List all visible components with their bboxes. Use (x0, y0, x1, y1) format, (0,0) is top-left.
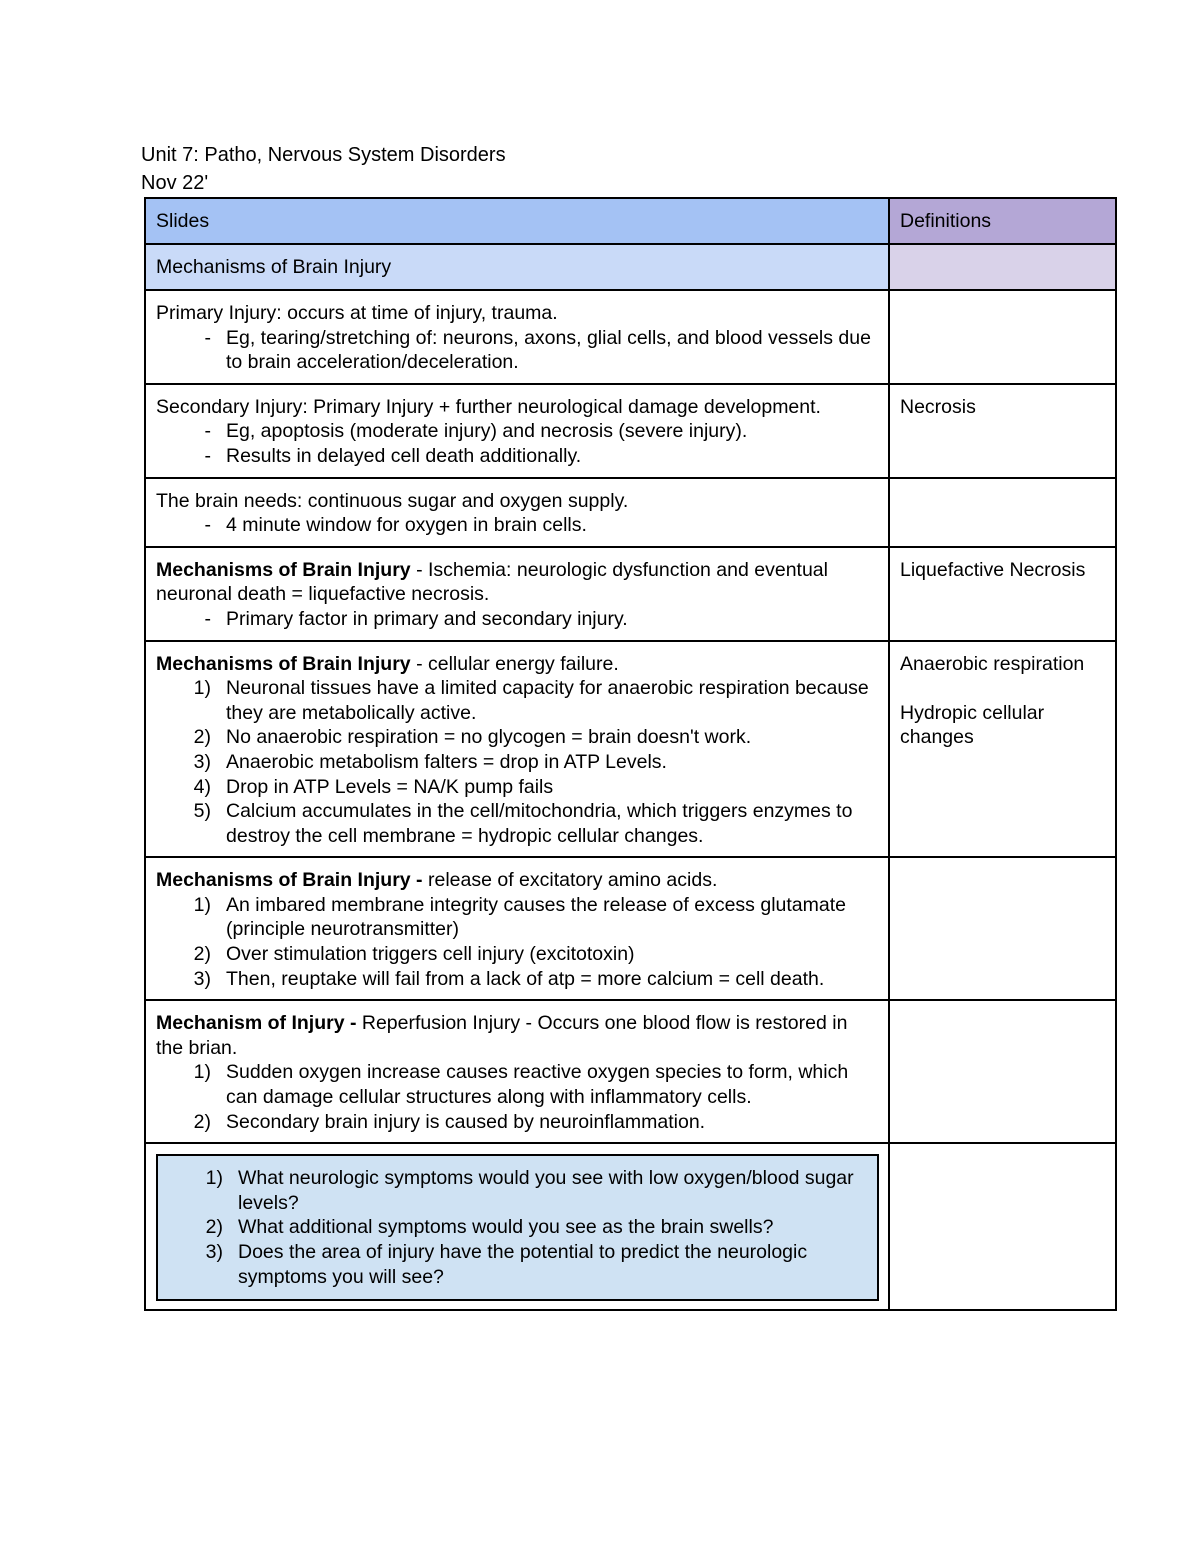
definition-cell (889, 1143, 1116, 1310)
definition-cell (889, 384, 1116, 478)
list-item (156, 942, 879, 967)
list-item (156, 750, 879, 775)
list-item-text: Secondary brain injury is caused by neuroinflammation. (226, 1110, 706, 1133)
slide-intro: Secondary Injury: Primary Injury + further neurological damage development. (156, 395, 821, 418)
number-marker: 4) (193, 775, 211, 798)
slide-intro (156, 868, 879, 893)
list-item (156, 326, 879, 375)
list-item-text: Drop in ATP Levels = NA/K pump fails (226, 775, 554, 798)
list-item-text: Calcium accumulates in the cell/mitochondria, which triggers enzymes to destroy the cell membrane = hydropic cellular changes. (226, 800, 853, 847)
list-item-text: Primary factor in primary and secondary injury. (226, 607, 628, 630)
slide-intro-text: - cellular energy failure. (410, 652, 619, 675)
questions-cell (145, 1143, 889, 1310)
list-item (156, 444, 879, 469)
list-item (156, 725, 879, 750)
document-header (141, 141, 506, 197)
list-item (156, 676, 879, 725)
list-item-text: Neuronal tissues have a limited capacity for anaerobic respiration because they are metabolically active. (226, 677, 869, 724)
number-marker: 3) (193, 750, 211, 773)
document-title: Unit 7: Patho, Nervous System Disorders (141, 144, 506, 166)
dash-marker: - (204, 514, 211, 537)
table-row (145, 290, 1116, 384)
slide-heading-bold: Mechanisms of Brain Injury - (156, 869, 423, 892)
slide-intro (156, 1011, 879, 1060)
table-row (145, 478, 1116, 547)
questions-box (156, 1154, 879, 1301)
slide-intro: The brain needs: continuous sugar and oxygen supply. (156, 489, 629, 512)
question-item (168, 1166, 865, 1215)
definition-cell (889, 1000, 1116, 1143)
slide-intro-text: Reperfusion Injury - Occurs one blood flow is restored in the brian. (156, 1012, 848, 1059)
definition-term: Anaerobic respiration (900, 652, 1085, 675)
notes-table (144, 197, 1117, 1311)
dash-marker: - (204, 444, 211, 467)
questions-row (145, 1143, 1116, 1310)
number-marker: 2) (193, 726, 211, 749)
list-item (156, 799, 879, 848)
list-item (156, 1110, 879, 1135)
column-header-definitions: Definitions (889, 198, 1116, 244)
list-item-text: 4 minute window for oxygen in brain cells. (226, 514, 587, 537)
slide-intro (156, 652, 879, 677)
question-item (168, 1215, 865, 1240)
definition-term: Necrosis (900, 395, 976, 418)
question-text: What neurologic symptoms would you see with low oxygen/blood sugar levels? (238, 1167, 854, 1214)
table-row (145, 384, 1116, 478)
number-marker: 1) (193, 893, 211, 916)
definition-cell (889, 478, 1116, 547)
table-header-row (145, 198, 1116, 244)
slide-cell (145, 290, 889, 384)
number-marker: 2) (205, 1216, 223, 1239)
question-text: Does the area of injury have the potential to predict the neurologic symptoms you will see? (238, 1241, 808, 1288)
slide-intro (156, 558, 879, 607)
slide-cell (145, 478, 889, 547)
questions-list (168, 1166, 865, 1289)
column-header-slides: Slides (145, 198, 889, 244)
number-marker: 1) (193, 1061, 211, 1084)
bullet-list (156, 419, 879, 468)
definition-cell (889, 290, 1116, 384)
section-title-row (145, 244, 1116, 290)
numbered-list (156, 676, 879, 848)
definition-cell (889, 857, 1116, 1000)
slide-heading-bold: Mechanisms of Brain Injury (156, 652, 411, 675)
numbered-list (156, 1060, 879, 1134)
number-marker: 1) (193, 677, 211, 700)
table-row (145, 1000, 1116, 1143)
list-item (156, 419, 879, 444)
slide-intro-text: - Ischemia: neurologic dysfunction and eventual neuronal death = liquefactive necrosis. (156, 558, 828, 606)
dash-marker: - (204, 420, 211, 443)
number-marker: 3) (193, 967, 211, 990)
section-title: Mechanisms of Brain Injury (145, 244, 889, 290)
list-item-text: Eg, tearing/stretching of: neurons, axons, glial cells, and blood vessels due to brain acceleration/deceleration. (226, 326, 871, 374)
definition-cell (889, 641, 1116, 858)
bullet-list (156, 607, 879, 632)
definition-term: Hydropic cellular changes (900, 701, 1045, 749)
bullet-list (156, 326, 879, 375)
list-item (156, 513, 879, 538)
slide-intro-text: release of excitatory amino acids. (422, 869, 718, 892)
list-item (156, 967, 879, 992)
slide-cell (145, 641, 889, 858)
slide-heading-bold: Mechanisms of Brain Injury (156, 558, 411, 581)
list-item-text: Then, reuptake will fail from a lack of atp = more calcium = cell death. (226, 967, 825, 990)
list-item-text: Eg, apoptosis (moderate injury) and necrosis (severe injury). (226, 420, 748, 443)
section-definition-cell (889, 244, 1116, 290)
dash-marker: - (204, 607, 211, 630)
number-marker: 2) (193, 1110, 211, 1133)
definition-cell (889, 547, 1116, 641)
list-item-text: Sudden oxygen increase causes reactive oxygen species to form, which can damage cellular structures along with inflammatory cells. (226, 1061, 849, 1109)
list-item (156, 1060, 879, 1109)
table-row (145, 547, 1116, 641)
number-marker: 5) (193, 800, 211, 823)
number-marker: 2) (193, 943, 211, 966)
table-row (145, 857, 1116, 1000)
list-item-text: Results in delayed cell death additionally. (226, 444, 582, 467)
list-item-text: Over stimulation triggers cell injury (excitotoxin) (226, 943, 635, 966)
document-date: Nov 22' (141, 172, 209, 194)
list-item (156, 893, 879, 942)
dash-marker: - (204, 326, 211, 349)
bullet-list (156, 513, 879, 538)
definition-term: Liquefactive Necrosis (900, 558, 1086, 581)
list-item-text: An imbared membrane integrity causes the release of excess glutamate (principle neurotransmitter) (226, 893, 846, 941)
list-item-text: No anaerobic respiration = no glycogen = brain doesn't work. (226, 726, 752, 749)
slide-heading-bold: Mechanism of Injury - (156, 1012, 357, 1035)
list-item-text: Anaerobic metabolism falters = drop in ATP Levels. (226, 750, 667, 773)
slide-cell (145, 547, 889, 641)
numbered-list (156, 893, 879, 991)
slide-intro: Primary Injury: occurs at time of injury, trauma. (156, 302, 558, 324)
table-row (145, 641, 1116, 858)
list-item (156, 775, 879, 800)
slide-cell (145, 384, 889, 478)
question-text: What additional symptoms would you see as the brain swells? (238, 1216, 774, 1239)
list-item (156, 607, 879, 632)
question-item (168, 1240, 865, 1289)
number-marker: 3) (205, 1241, 223, 1263)
slide-cell (145, 1000, 889, 1143)
slide-cell (145, 857, 889, 1000)
number-marker: 1) (205, 1167, 223, 1190)
